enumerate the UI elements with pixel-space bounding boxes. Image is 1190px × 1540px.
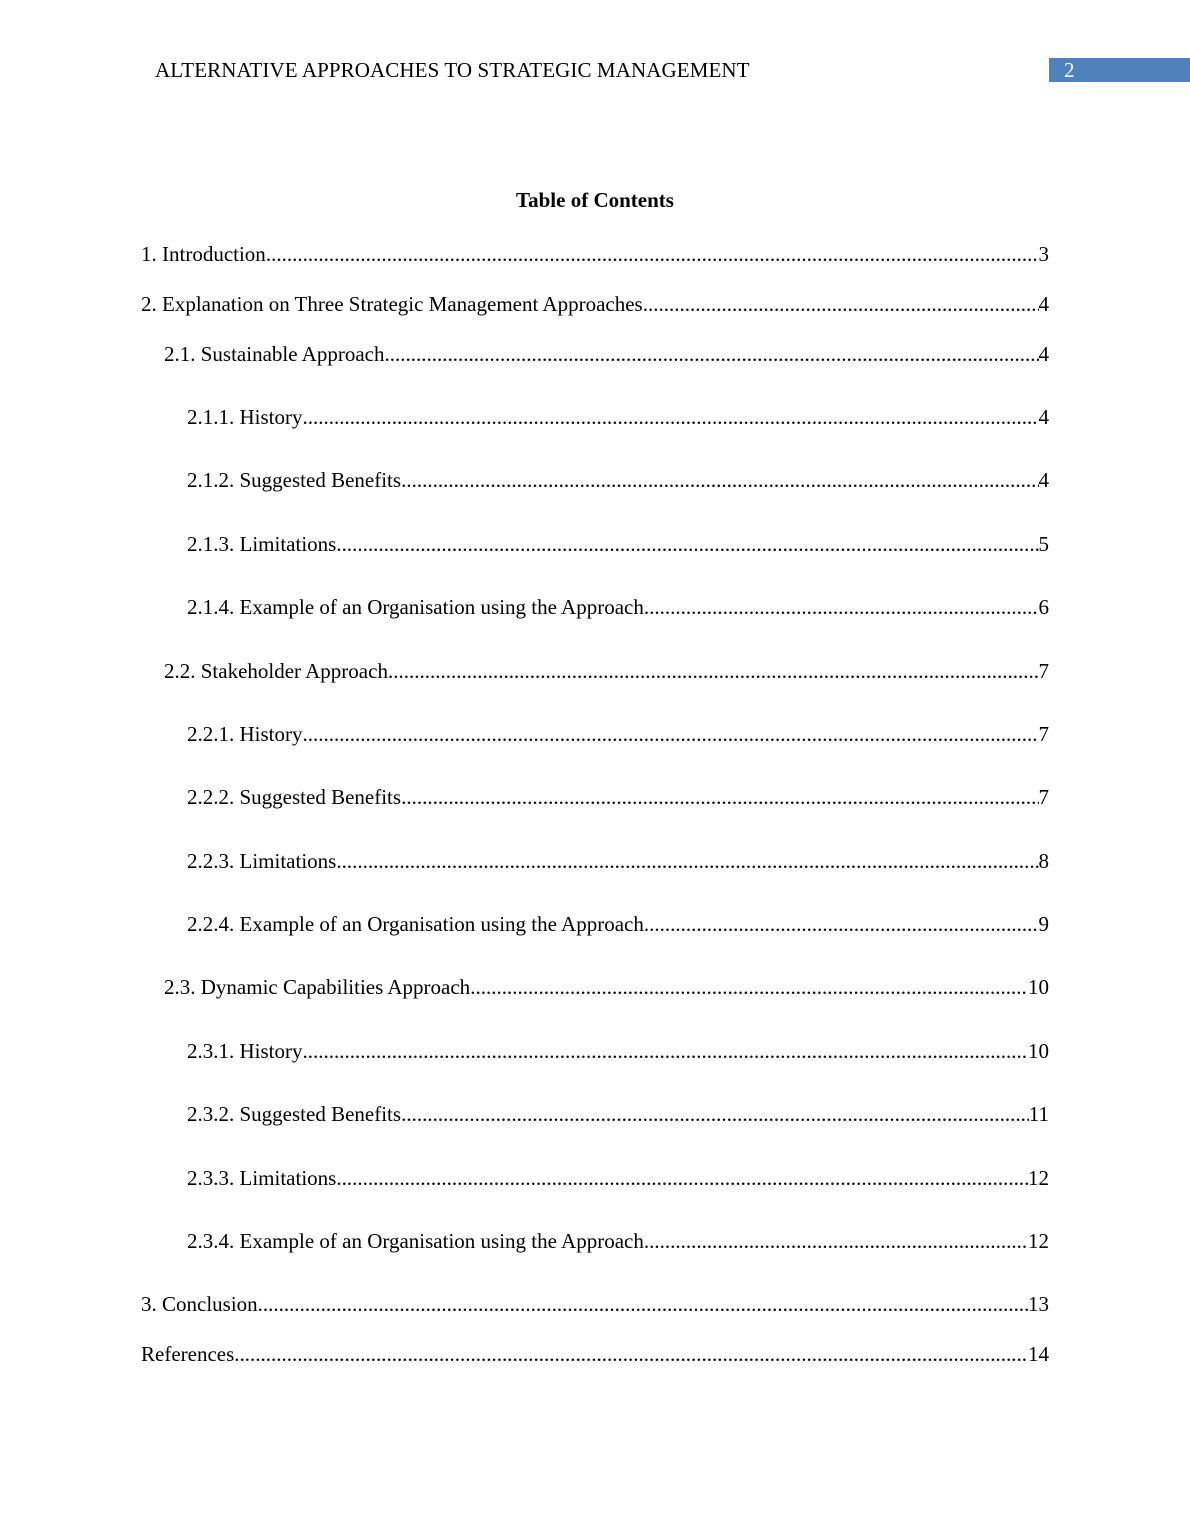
toc-dot-leader — [644, 594, 1039, 620]
toc-entry-page: 5 — [1038, 532, 1049, 556]
toc-entry-page: 13 — [1028, 1292, 1049, 1316]
toc-entry-dynamic-approach[interactable] — [164, 974, 1049, 1000]
toc-entry-label: 2.3.2. Suggested Benefits — [187, 1102, 402, 1126]
toc-entry-sustainable-history[interactable] — [187, 404, 1049, 430]
toc-entry-page: 10 — [1028, 1039, 1049, 1063]
toc-dot-leader — [470, 974, 1028, 1000]
toc-dot-leader — [644, 911, 1039, 937]
toc-dot-leader — [258, 1291, 1028, 1317]
toc-entry-sustainable-example[interactable] — [187, 594, 1049, 620]
toc-entry-page: 3 — [1038, 242, 1049, 266]
toc-entry-explanation[interactable] — [141, 291, 1049, 317]
toc-entry-label: 2.3.1. History — [187, 1039, 303, 1063]
toc-dot-leader — [643, 291, 1039, 317]
toc-dot-leader — [384, 341, 1038, 367]
toc-entry-page: 8 — [1038, 849, 1049, 873]
toc-dot-leader — [401, 784, 1038, 810]
toc-entry-stakeholder-history[interactable] — [187, 721, 1049, 747]
toc-entry-label: 2.2. Stakeholder Approach — [164, 659, 388, 683]
toc-entry-page: 4 — [1038, 342, 1049, 366]
toc-entry-sustainable-benefits[interactable] — [187, 467, 1049, 493]
toc-entry-introduction[interactable] — [141, 241, 1049, 267]
toc-entry-label: 2.3.4. Example of an Organisation using the Approach — [187, 1229, 644, 1253]
toc-entry-label: 2.1.3. Limitations — [187, 532, 337, 556]
toc-entry-label: References — [141, 1342, 235, 1366]
toc-entry-sustainable-limitations[interactable] — [187, 531, 1049, 557]
toc-entry-references[interactable] — [141, 1341, 1049, 1367]
toc-dot-leader — [336, 848, 1038, 874]
toc-entry-label: 3. Conclusion — [141, 1292, 258, 1316]
toc-entry-page: 9 — [1038, 912, 1049, 936]
toc-entry-dynamic-history[interactable] — [187, 1038, 1049, 1064]
toc-entry-label: 2.2.3. Limitations — [187, 849, 337, 873]
toc-dot-leader — [336, 531, 1038, 557]
toc-dot-leader — [303, 721, 1039, 747]
toc-dot-leader — [401, 467, 1038, 493]
toc-entry-page: 11 — [1028, 1102, 1049, 1126]
toc-dot-leader — [303, 1038, 1029, 1064]
toc-entry-sustainable-approach[interactable] — [164, 341, 1049, 367]
toc-entry-page: 4 — [1038, 405, 1049, 429]
toc-entry-label: 2.2.2. Suggested Benefits — [187, 785, 402, 809]
toc-entry-page: 7 — [1038, 785, 1049, 809]
toc-entry-label: 2.1.4. Example of an Organisation using the Approach — [187, 595, 644, 619]
toc-entry-stakeholder-benefits[interactable] — [187, 784, 1049, 810]
toc-entry-label: 2.1.2. Suggested Benefits — [187, 468, 402, 492]
toc-entry-page: 4 — [1038, 468, 1049, 492]
toc-entry-label: 2. Explanation on Three Strategic Management Approaches — [141, 292, 643, 316]
toc-title: Table of Contents — [516, 188, 674, 212]
toc-entry-label: 2.2.1. History — [187, 722, 303, 746]
toc-dot-leader — [303, 404, 1039, 430]
toc-entry-label: 2.1. Sustainable Approach — [164, 342, 385, 366]
toc-dot-leader — [388, 658, 1039, 684]
toc-entry-stakeholder-example[interactable] — [187, 911, 1049, 937]
toc-dot-leader — [336, 1165, 1028, 1191]
running-head: ALTERNATIVE APPROACHES TO STRATEGIC MANAGEMENT — [155, 58, 750, 82]
toc-entry-label: 1. Introduction — [141, 242, 266, 266]
toc-entry-page: 14 — [1028, 1342, 1049, 1366]
toc-entry-page: 7 — [1038, 659, 1049, 683]
toc-entry-page: 6 — [1038, 595, 1049, 619]
toc-dot-leader — [266, 241, 1039, 267]
toc-entry-stakeholder-approach[interactable] — [164, 658, 1049, 684]
toc-entry-dynamic-example[interactable] — [187, 1228, 1049, 1254]
page-number: 2 — [1064, 58, 1075, 82]
toc-entry-page: 4 — [1038, 292, 1049, 316]
toc-entry-page: 10 — [1028, 975, 1049, 999]
toc-entry-page: 7 — [1038, 722, 1049, 746]
toc-entry-label: 2.1.1. History — [187, 405, 303, 429]
toc-dot-leader — [644, 1228, 1028, 1254]
toc-entry-page: 12 — [1028, 1166, 1049, 1190]
toc-entry-label: 2.2.4. Example of an Organisation using the Approach — [187, 912, 644, 936]
toc-entry-label: 2.3.3. Limitations — [187, 1166, 337, 1190]
toc-entry-dynamic-limitations[interactable] — [187, 1165, 1049, 1191]
toc-dot-leader — [401, 1101, 1029, 1127]
toc-dot-leader — [234, 1341, 1028, 1367]
toc-entry-dynamic-benefits[interactable] — [187, 1101, 1049, 1127]
toc-entry-stakeholder-limitations[interactable] — [187, 848, 1049, 874]
toc-entry-label: 2.3. Dynamic Capabilities Approach — [164, 975, 471, 999]
toc-entry-page: 12 — [1028, 1229, 1049, 1253]
toc-entry-conclusion[interactable] — [141, 1291, 1049, 1317]
